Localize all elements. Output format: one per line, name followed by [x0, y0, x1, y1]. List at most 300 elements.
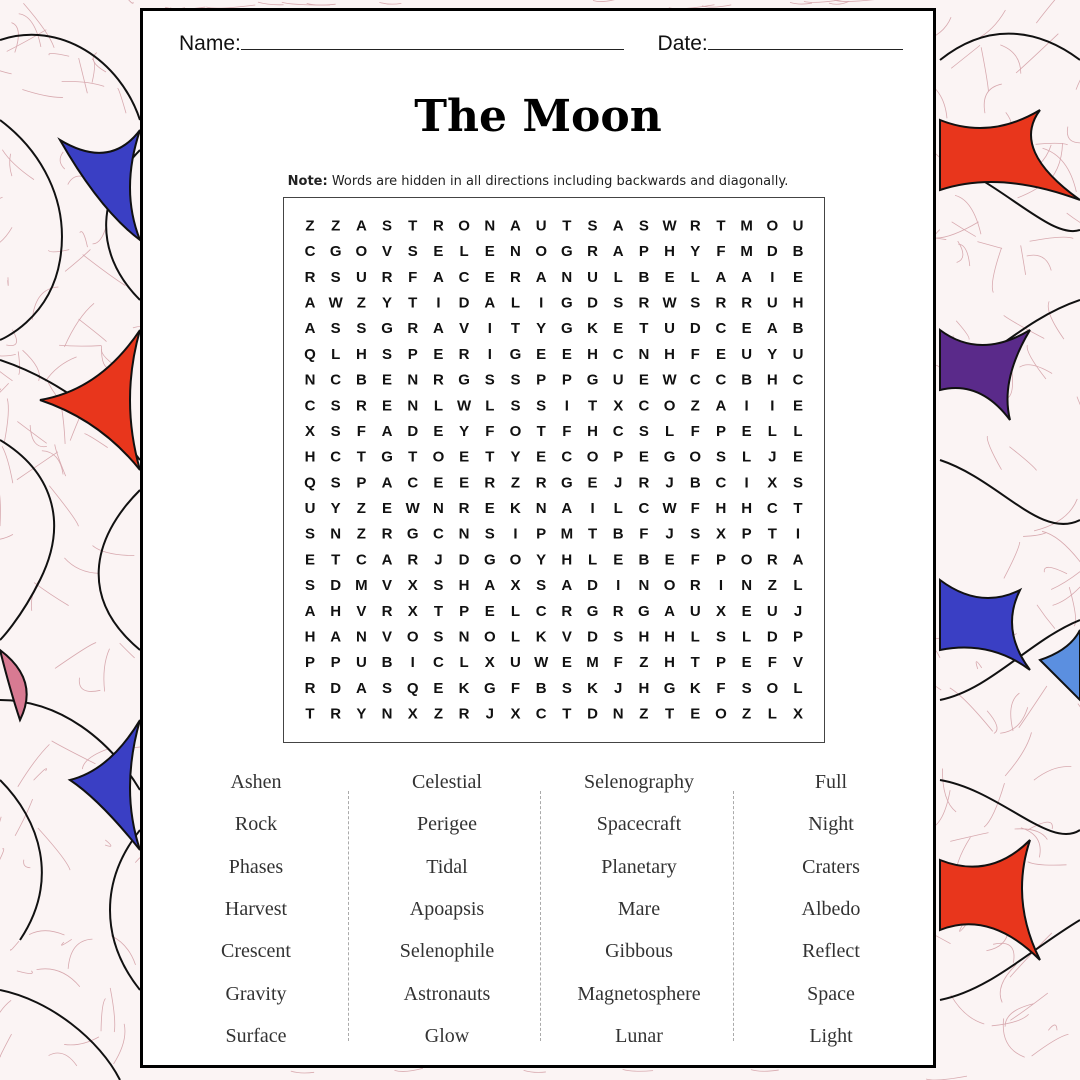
- grid-letter: C: [638, 397, 650, 415]
- grid-letter: R: [304, 679, 316, 697]
- grid-letter: S: [330, 474, 341, 492]
- grid-letter: A: [792, 551, 804, 569]
- grid-letter: A: [561, 577, 573, 595]
- grid-letter: N: [458, 525, 470, 543]
- grid-letter: H: [715, 500, 727, 518]
- grid-letter: K: [535, 628, 547, 646]
- grid-letter: E: [484, 602, 495, 620]
- grid-letter: I: [436, 294, 441, 312]
- grid-letter: C: [304, 243, 316, 261]
- grid-letter: W: [662, 371, 677, 389]
- grid-letter: M: [560, 525, 574, 543]
- grid-letter: R: [561, 602, 573, 620]
- grid-letter: K: [587, 679, 598, 697]
- word-list-item: Lunar: [615, 1024, 663, 1047]
- grid-letter: T: [793, 500, 803, 518]
- grid-letter: F: [690, 345, 700, 363]
- grid-letter: A: [304, 320, 316, 338]
- grid-letter: L: [613, 268, 623, 286]
- grid-letter: A: [304, 602, 316, 620]
- grid-letter: L: [510, 628, 521, 646]
- grid-letter: P: [536, 371, 547, 389]
- grid-letter: T: [305, 705, 315, 723]
- grid-letter: C: [792, 371, 804, 389]
- grid-letter: C: [766, 500, 778, 518]
- grid-letter: S: [330, 320, 341, 338]
- grid-letter: U: [304, 500, 316, 518]
- grid-letter: W: [328, 294, 343, 312]
- grid-letter: E: [613, 320, 624, 338]
- grid-letter: X: [484, 654, 495, 672]
- word-list-item: Planetary: [601, 855, 677, 878]
- grid-letter: E: [433, 345, 444, 363]
- grid-letter: O: [766, 679, 779, 697]
- word-list-item: Harvest: [224, 897, 288, 920]
- grid-letter: O: [355, 243, 368, 261]
- grid-letter: P: [356, 474, 367, 492]
- grid-letter: H: [304, 628, 316, 646]
- grid-letter: R: [381, 268, 393, 286]
- grid-letter: N: [407, 397, 419, 415]
- worksheet: [140, 8, 936, 1068]
- grid-letter: P: [741, 525, 752, 543]
- grid-letter: X: [767, 474, 778, 492]
- grid-letter: D: [587, 577, 598, 595]
- grid-letter: B: [792, 320, 804, 338]
- grid-letter: V: [382, 577, 393, 595]
- grid-letter: E: [304, 551, 316, 569]
- grid-letter: V: [382, 243, 393, 261]
- grid-letter: S: [382, 345, 393, 363]
- grid-letter: E: [459, 448, 470, 466]
- grid-letter: S: [330, 397, 341, 415]
- grid-letter: R: [458, 705, 470, 723]
- word-list-item: Ashen: [230, 771, 282, 793]
- grid-letter: Z: [433, 705, 444, 723]
- word-list-item: Rock: [234, 813, 278, 836]
- grid-letter: R: [432, 371, 444, 389]
- grid-letter: B: [638, 268, 650, 286]
- grid-letter: F: [408, 268, 418, 286]
- grid-letter: T: [408, 448, 418, 466]
- word-list-item: Apoapsis: [409, 897, 485, 920]
- grid-letter: S: [638, 422, 649, 440]
- word-list-item: Space: [807, 982, 855, 1005]
- grid-letter: T: [433, 602, 444, 620]
- grid-letter: B: [355, 371, 367, 389]
- grid-letter: A: [304, 294, 316, 312]
- grid-letter: T: [562, 217, 572, 235]
- grid-letter: E: [690, 705, 701, 723]
- grid-letter: Z: [767, 577, 777, 595]
- grid-letter: A: [766, 320, 778, 338]
- grid-letter: D: [689, 320, 701, 338]
- grid-letter: A: [664, 602, 676, 620]
- grid-letter: O: [663, 397, 676, 415]
- grid-letter: R: [355, 397, 367, 415]
- grid-letter: R: [407, 320, 419, 338]
- name-field[interactable]: [241, 31, 624, 50]
- grid-letter: R: [612, 602, 624, 620]
- grid-letter: O: [509, 551, 522, 569]
- grid-letter: S: [715, 448, 726, 466]
- grid-letter: Z: [690, 397, 700, 415]
- grid-letter: O: [689, 448, 702, 466]
- grid-letter: P: [792, 628, 804, 646]
- grid-letter: H: [330, 602, 342, 620]
- grid-letter: B: [741, 371, 753, 389]
- grid-letter: N: [458, 628, 470, 646]
- grid-letter: X: [407, 577, 418, 595]
- grid-letter: N: [612, 705, 624, 723]
- grid-letter: A: [715, 268, 727, 286]
- column-divider: [348, 791, 349, 1041]
- grid-letter: A: [561, 500, 573, 518]
- grid-letter: H: [766, 371, 778, 389]
- name-date-row: [179, 31, 903, 56]
- grid-letter: A: [612, 243, 624, 261]
- grid-letter: S: [613, 628, 624, 646]
- grid-letter: U: [355, 654, 367, 672]
- date-label: Date:: [657, 32, 708, 55]
- grid-letter: R: [458, 345, 470, 363]
- grid-letter: F: [639, 525, 649, 543]
- grid-letter: L: [459, 654, 469, 672]
- grid-letter: I: [487, 345, 492, 363]
- word-list-item: Spacecraft: [596, 813, 682, 836]
- grid-letter: F: [510, 679, 521, 697]
- grid-letter: T: [716, 217, 726, 235]
- grid-letter: W: [662, 217, 677, 235]
- grid-letter: S: [613, 294, 624, 312]
- grid-letter: K: [458, 679, 470, 697]
- grid-letter: E: [638, 448, 649, 466]
- letter-grid: [283, 197, 825, 743]
- grid-letter: K: [510, 500, 521, 518]
- grid-letter: E: [664, 268, 675, 286]
- grid-letter: A: [330, 628, 342, 646]
- grid-letter: V: [561, 628, 572, 646]
- grid-letter: H: [741, 500, 753, 518]
- grid-letter: V: [356, 602, 367, 620]
- grid-letter: F: [613, 654, 623, 672]
- grid-letter: U: [587, 268, 598, 286]
- grid-letter: H: [638, 628, 650, 646]
- grid-letter: W: [457, 397, 472, 415]
- grid-letter: E: [484, 243, 495, 261]
- grid-letter: C: [689, 371, 701, 389]
- grid-letter: Z: [356, 525, 366, 543]
- grid-letter: V: [382, 628, 393, 646]
- grid-letter: S: [433, 577, 444, 595]
- grid-letter: U: [664, 320, 676, 338]
- grid-letter: A: [432, 320, 444, 338]
- grid-letter: U: [792, 345, 804, 363]
- grid-letter: P: [613, 448, 624, 466]
- grid-letter: S: [304, 577, 316, 595]
- grid-letter: Q: [304, 474, 316, 492]
- grid-letter: G: [663, 448, 676, 466]
- grid-letter: S: [536, 397, 547, 415]
- grid-letter: Y: [382, 294, 393, 312]
- grid-letter: W: [405, 500, 420, 518]
- grid-letter: R: [432, 217, 444, 235]
- grid-letter: E: [433, 474, 444, 492]
- grid-letter: T: [331, 551, 341, 569]
- grid-letter: U: [792, 217, 804, 235]
- grid-letter: T: [485, 448, 495, 466]
- grid-letter: L: [767, 705, 777, 723]
- page-title: The Moon: [414, 91, 662, 142]
- grid-letter: H: [664, 628, 676, 646]
- grid-letter: C: [612, 345, 624, 363]
- grid-letter: S: [536, 577, 547, 595]
- grid-letter: O: [432, 448, 445, 466]
- grid-letter: O: [458, 217, 470, 235]
- grid-letter: L: [587, 551, 598, 569]
- grid-letter: A: [510, 217, 521, 235]
- grid-letter: B: [792, 243, 804, 261]
- grid-letter: P: [715, 422, 726, 440]
- grid-letter: L: [793, 422, 803, 440]
- grid-letter: X: [613, 397, 624, 415]
- letter-grid-svg: [284, 198, 824, 742]
- grid-letter: U: [766, 602, 778, 620]
- grid-letter: S: [792, 474, 804, 492]
- grid-letter: L: [485, 397, 495, 415]
- grid-letter: E: [741, 320, 752, 338]
- grid-letter: G: [638, 602, 650, 620]
- grid-letter: S: [715, 628, 726, 646]
- grid-letter: R: [587, 243, 598, 261]
- grid-letter: O: [509, 422, 522, 440]
- name-label: Name:: [179, 32, 241, 55]
- word-list-item: Gravity: [225, 982, 287, 1005]
- grid-letter: S: [561, 679, 572, 697]
- date-field[interactable]: [708, 31, 903, 50]
- grid-letter: I: [770, 268, 775, 286]
- grid-letter: O: [535, 243, 547, 261]
- grid-letter: S: [741, 679, 752, 697]
- grid-letter: S: [690, 525, 701, 543]
- grid-letter: L: [690, 268, 700, 286]
- grid-letter: E: [382, 371, 393, 389]
- grid-letter: X: [407, 602, 418, 620]
- grid-letter: N: [381, 705, 393, 723]
- grid-letter: C: [561, 448, 573, 466]
- grid-letter: A: [741, 268, 753, 286]
- grid-letter: G: [483, 551, 496, 569]
- grid-letter: S: [382, 679, 393, 697]
- grid-letter: N: [638, 577, 650, 595]
- grid-letter: I: [539, 294, 544, 312]
- grid-letter: L: [690, 628, 700, 646]
- grid-letter: T: [510, 320, 521, 338]
- grid-letter: E: [484, 500, 495, 518]
- grid-letter: K: [689, 679, 701, 697]
- word-list-item: Craters: [802, 855, 860, 878]
- grid-letter: L: [793, 679, 803, 697]
- grid-letter: C: [330, 448, 342, 466]
- word-list-item: Night: [808, 813, 854, 836]
- grid-letter: F: [690, 422, 700, 440]
- grid-letter: S: [382, 217, 393, 235]
- grid-letter: P: [459, 602, 470, 620]
- word-list-item: Gibbous: [605, 940, 673, 963]
- grid-letter: S: [407, 243, 418, 261]
- grid-letter: P: [715, 654, 726, 672]
- grid-letter: J: [665, 525, 674, 543]
- grid-letter: M: [586, 654, 599, 672]
- grid-letter: L: [459, 243, 469, 261]
- grid-letter: B: [535, 679, 547, 697]
- word-list-item: Full: [814, 771, 848, 793]
- grid-letter: G: [509, 345, 522, 363]
- grid-letter: I: [616, 577, 621, 595]
- word-list-item: Perigee: [417, 813, 477, 836]
- word-list-item: Tidal: [426, 855, 468, 878]
- grid-letter: A: [535, 268, 547, 286]
- grid-letter: O: [586, 448, 599, 466]
- column-divider: [733, 791, 734, 1041]
- grid-letter: E: [536, 345, 547, 363]
- grid-letter: E: [792, 268, 804, 286]
- word-list-item: Celestial: [412, 771, 482, 793]
- grid-letter: R: [330, 705, 342, 723]
- grid-letter: Y: [459, 422, 470, 440]
- grid-letter: P: [638, 243, 649, 261]
- grid-letter: C: [458, 268, 470, 286]
- grid-letter: T: [664, 705, 675, 723]
- grid-letter: Q: [304, 345, 316, 363]
- grid-letter: P: [407, 345, 418, 363]
- grid-letter: Z: [639, 654, 649, 672]
- grid-letter: N: [304, 371, 316, 389]
- grid-letter: C: [715, 371, 727, 389]
- grid-letter: Z: [510, 474, 521, 492]
- grid-letter: E: [561, 654, 572, 672]
- grid-letter: H: [664, 243, 676, 261]
- word-list-item: Surface: [225, 1024, 287, 1047]
- grid-letter: Y: [690, 243, 701, 261]
- grid-letter: N: [535, 500, 547, 518]
- grid-letter: N: [510, 243, 521, 261]
- grid-letter: O: [740, 551, 753, 569]
- grid-letter: X: [792, 705, 804, 723]
- word-list-item: Mare: [617, 897, 661, 920]
- grid-letter: W: [534, 654, 549, 672]
- grid-letter: L: [742, 628, 752, 646]
- grid-letter: I: [487, 320, 492, 338]
- grid-letter: E: [715, 345, 726, 363]
- grid-letter: R: [407, 551, 419, 569]
- grid-letter: S: [484, 371, 495, 389]
- grid-letter: U: [766, 294, 778, 312]
- grid-letter: R: [304, 268, 316, 286]
- word-list-item: Reflect: [802, 940, 860, 963]
- grid-letter: D: [458, 551, 470, 569]
- grid-letter: U: [612, 371, 624, 389]
- grid-letter: Y: [510, 448, 521, 466]
- grid-letter: E: [433, 679, 444, 697]
- grid-letter: L: [793, 577, 803, 595]
- grid-letter: X: [715, 525, 726, 543]
- grid-letter: I: [744, 397, 749, 415]
- grid-letter: H: [561, 551, 573, 569]
- grid-letter: T: [356, 448, 366, 466]
- grid-letter: K: [587, 320, 598, 338]
- grid-letter: S: [304, 525, 316, 543]
- grid-letter: H: [638, 679, 650, 697]
- column-divider: [540, 791, 541, 1041]
- grid-letter: E: [561, 345, 572, 363]
- grid-letter: H: [304, 448, 316, 466]
- grid-letter: H: [664, 345, 676, 363]
- grid-letter: C: [715, 320, 727, 338]
- word-list-item: Glow: [424, 1024, 470, 1047]
- grid-letter: I: [590, 500, 595, 518]
- grid-letter: T: [408, 294, 418, 312]
- grid-letter: C: [330, 371, 342, 389]
- grid-letter: U: [741, 345, 753, 363]
- grid-letter: T: [562, 705, 572, 723]
- grid-letter: B: [638, 551, 650, 569]
- grid-letter: O: [483, 628, 496, 646]
- grid-letter: Y: [767, 345, 778, 363]
- grid-letter: E: [638, 371, 649, 389]
- grid-letter: Z: [331, 217, 341, 235]
- grid-letter: V: [459, 320, 470, 338]
- grid-letter: J: [614, 679, 623, 697]
- grid-letter: A: [612, 217, 624, 235]
- grid-letter: G: [329, 243, 342, 261]
- grid-letter: E: [613, 551, 624, 569]
- grid-letter: N: [432, 500, 444, 518]
- grid-letter: S: [330, 422, 341, 440]
- grid-letter: B: [612, 525, 624, 543]
- grid-letter: M: [740, 243, 753, 261]
- word-list-item: Astronauts: [403, 982, 491, 1005]
- grid-letter: T: [587, 525, 598, 543]
- grid-letter: T: [536, 422, 546, 440]
- grid-letter: C: [355, 551, 367, 569]
- grid-letter: J: [614, 474, 623, 492]
- grid-letter: H: [458, 577, 470, 595]
- grid-letter: A: [355, 217, 367, 235]
- grid-letter: F: [356, 422, 366, 440]
- grid-letter: H: [792, 294, 804, 312]
- grid-letter: B: [381, 654, 393, 672]
- grid-letter: X: [510, 577, 521, 595]
- grid-letter: G: [561, 474, 573, 492]
- grid-letter: D: [587, 628, 598, 646]
- grid-letter: R: [381, 602, 393, 620]
- grid-letter: G: [406, 525, 419, 543]
- grid-letter: E: [484, 268, 495, 286]
- grid-letter: C: [612, 422, 624, 440]
- word-list-item: Phases: [228, 855, 284, 878]
- grid-letter: S: [433, 628, 444, 646]
- grid-letter: G: [561, 294, 573, 312]
- grid-letter: R: [535, 474, 547, 492]
- grid-letter: Z: [305, 217, 315, 235]
- grid-letter: F: [690, 551, 700, 569]
- grid-letter: L: [742, 448, 752, 466]
- grid-letter: D: [766, 628, 778, 646]
- grid-letter: D: [407, 422, 419, 440]
- grid-letter: J: [665, 474, 674, 492]
- grid-letter: J: [434, 551, 443, 569]
